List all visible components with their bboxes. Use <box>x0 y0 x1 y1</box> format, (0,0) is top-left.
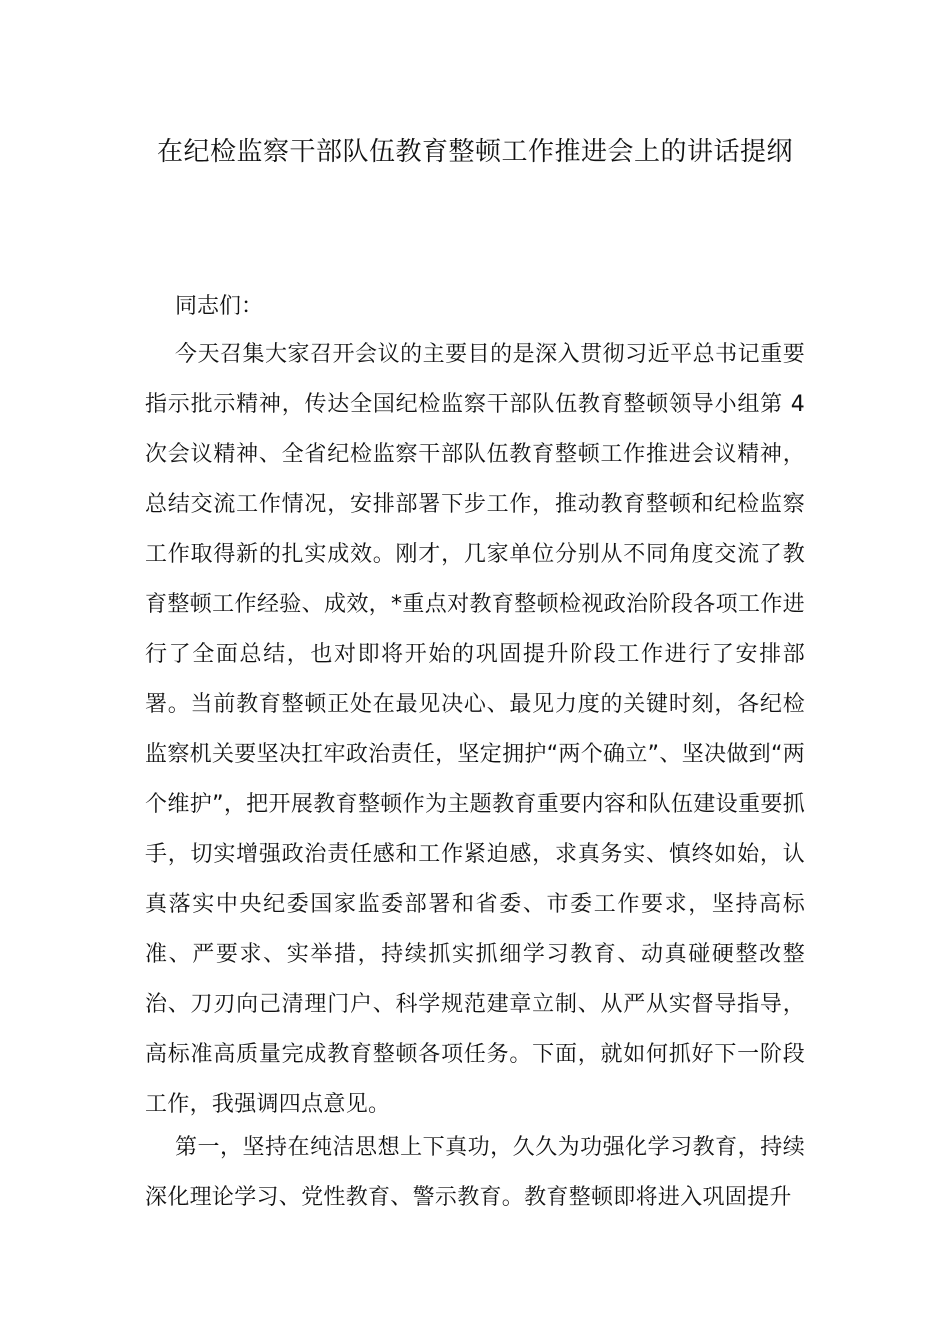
salutation: 同志们： <box>175 294 264 319</box>
paragraph-opening: 今天召集大家召开会议的主要目的是深入贯彻习近平总书记重要指示批示精神，传达全国纪检监察干部队伍教育整顿领导小组第 4 次会议精神、全省纪检监察干部队伍教育整顿工作推进会议精神，总结交流工作情况，安排部署下步工作，推动教育整顿和纪检监察工作取得新的扎实成效。刚才，几家单位分别从不同角度交流了教育整顿工作经验、成效，*重点对教育整顿检视政治阶段各项工作进行了全面总结，也对即将开始的巩固提升阶段工作进行了安排部署。当前教育整顿正处在最见决心、最见力度的关键时刻，各纪检监察机关要坚决扛牢政治责任，坚定拥护“两个确立”、坚决做到“两个维护”，把开展教育整顿作为主题教育重要内容和队伍建设重要抓手，切实增强政治责任感和工作紧迫感，求真务实、慎终如始，认真落实中央纪委国家监委部署和省委、市委工作要求，坚持高标准、严要求、实举措，持续抓实抓细学习教育、动真碰硬整改整治、刀刃向己清理门户、科学规范建章立制、从严从实督导指导，高标准高质量完成教育整顿各项任务。下面，就如何抓好下一阶段工作，我强调四点意见。 <box>145 342 805 1117</box>
document-title: 在纪检监察干部队伍教育整顿工作推进会上的讲话提纲 <box>156 137 793 167</box>
paragraph-point-one: 第一，坚持在纯洁思想上下真功，久久为功强化学习教育，持续深化理论学习、党性教育、警示教育。教育整顿即将进入巩固提升 <box>145 1135 805 1210</box>
